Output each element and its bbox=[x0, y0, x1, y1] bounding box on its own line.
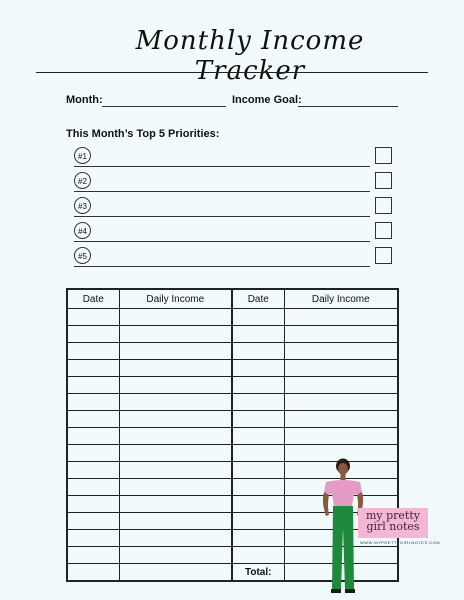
month-label: Month: bbox=[66, 94, 103, 106]
date-cell[interactable] bbox=[232, 428, 284, 445]
priority-line-3[interactable] bbox=[74, 216, 370, 217]
income-goal-label: Income Goal: bbox=[232, 94, 302, 106]
priority-number-1: #1 bbox=[74, 147, 91, 164]
daily-income-cell[interactable] bbox=[284, 360, 398, 377]
date-cell[interactable] bbox=[67, 360, 119, 377]
daily-income-cell[interactable] bbox=[119, 462, 232, 479]
date-cell[interactable] bbox=[67, 530, 119, 547]
total-label: Total: bbox=[232, 564, 284, 582]
date-cell[interactable] bbox=[232, 496, 284, 513]
daily-income-cell[interactable] bbox=[119, 309, 232, 326]
daily-income-cell[interactable] bbox=[119, 479, 232, 496]
brand-url: WWW.MYPRETTYGIRLNOTES.COM bbox=[360, 540, 441, 545]
brand-logo: my pretty girl notes bbox=[358, 508, 428, 538]
figure-shoe-left bbox=[331, 589, 341, 593]
date-cell[interactable] bbox=[232, 360, 284, 377]
figure-shoe-right bbox=[345, 589, 355, 593]
priority-line-1[interactable] bbox=[74, 166, 370, 167]
priority-checkbox-3[interactable] bbox=[375, 197, 392, 214]
header-date-left: Date bbox=[67, 289, 119, 309]
title-divider bbox=[36, 72, 428, 73]
daily-income-cell[interactable] bbox=[284, 309, 398, 326]
header-date-right: Date bbox=[232, 289, 284, 309]
priority-row-1 bbox=[74, 145, 392, 167]
table-row bbox=[67, 309, 398, 326]
date-cell[interactable] bbox=[67, 343, 119, 360]
figure-arm-left bbox=[323, 492, 329, 516]
daily-income-cell[interactable] bbox=[284, 343, 398, 360]
priority-checkbox-2[interactable] bbox=[375, 172, 392, 189]
figure-pink-top bbox=[324, 480, 362, 506]
priority-number-2: #2 bbox=[74, 172, 91, 189]
table-header-row bbox=[67, 289, 398, 309]
priority-number-4: #4 bbox=[74, 222, 91, 239]
figure-head bbox=[338, 463, 348, 475]
table-row bbox=[67, 428, 398, 445]
date-cell[interactable] bbox=[232, 479, 284, 496]
date-cell[interactable] bbox=[232, 377, 284, 394]
table-row bbox=[67, 394, 398, 411]
daily-income-cell[interactable] bbox=[284, 326, 398, 343]
date-cell[interactable] bbox=[67, 411, 119, 428]
priority-row-3 bbox=[74, 195, 392, 217]
daily-income-cell[interactable] bbox=[284, 411, 398, 428]
daily-income-cell[interactable] bbox=[119, 360, 232, 377]
priorities-heading: This Month’s Top 5 Priorities: bbox=[66, 128, 220, 140]
priority-checkbox-4[interactable] bbox=[375, 222, 392, 239]
daily-income-cell[interactable] bbox=[119, 547, 232, 564]
date-cell[interactable] bbox=[232, 513, 284, 530]
priority-row-2 bbox=[74, 170, 392, 192]
priority-row-5 bbox=[74, 245, 392, 267]
figure-green-pants bbox=[332, 506, 354, 590]
daily-income-cell[interactable] bbox=[119, 377, 232, 394]
daily-income-cell[interactable] bbox=[119, 411, 232, 428]
date-cell[interactable] bbox=[67, 547, 119, 564]
daily-income-cell[interactable] bbox=[119, 530, 232, 547]
daily-income-cell[interactable] bbox=[119, 496, 232, 513]
date-cell[interactable] bbox=[67, 513, 119, 530]
date-cell[interactable] bbox=[67, 445, 119, 462]
date-cell[interactable] bbox=[67, 377, 119, 394]
date-cell[interactable] bbox=[232, 343, 284, 360]
date-cell[interactable] bbox=[232, 445, 284, 462]
date-cell[interactable] bbox=[67, 462, 119, 479]
date-cell[interactable] bbox=[232, 547, 284, 564]
daily-income-cell[interactable] bbox=[284, 394, 398, 411]
table-row bbox=[67, 343, 398, 360]
priority-row-4 bbox=[74, 220, 392, 242]
daily-income-cell[interactable] bbox=[119, 445, 232, 462]
date-cell[interactable] bbox=[67, 326, 119, 343]
priority-checkbox-5[interactable] bbox=[375, 247, 392, 264]
date-cell[interactable] bbox=[232, 309, 284, 326]
daily-income-cell[interactable] bbox=[119, 428, 232, 445]
priority-line-5[interactable] bbox=[74, 266, 370, 267]
daily-income-cell[interactable] bbox=[119, 513, 232, 530]
priority-line-4[interactable] bbox=[74, 241, 370, 242]
date-cell[interactable] bbox=[232, 530, 284, 547]
priority-checkbox-1[interactable] bbox=[375, 147, 392, 164]
figure-neck bbox=[341, 474, 346, 480]
table-row bbox=[67, 377, 398, 394]
daily-income-cell[interactable] bbox=[119, 394, 232, 411]
income-goal-input-line[interactable] bbox=[298, 106, 398, 107]
priority-number-3: #3 bbox=[74, 197, 91, 214]
page-title: Monthly Income Tracker bbox=[135, 26, 365, 86]
date-cell[interactable] bbox=[67, 428, 119, 445]
daily-income-cell[interactable] bbox=[119, 326, 232, 343]
date-cell[interactable] bbox=[67, 394, 119, 411]
table-row bbox=[67, 360, 398, 377]
date-cell[interactable] bbox=[67, 479, 119, 496]
date-cell[interactable] bbox=[67, 564, 119, 582]
table-row bbox=[67, 411, 398, 428]
priority-number-5: #5 bbox=[74, 247, 91, 264]
daily-income-cell[interactable] bbox=[284, 377, 398, 394]
date-cell[interactable] bbox=[232, 411, 284, 428]
date-cell[interactable] bbox=[232, 462, 284, 479]
date-cell[interactable] bbox=[67, 309, 119, 326]
date-cell[interactable] bbox=[232, 326, 284, 343]
header-daily-income-left: Daily Income bbox=[119, 289, 232, 309]
header-daily-income-right: Daily Income bbox=[284, 289, 398, 309]
daily-income-cell[interactable] bbox=[119, 564, 232, 582]
priority-line-2[interactable] bbox=[74, 191, 370, 192]
month-input-line[interactable] bbox=[102, 106, 226, 107]
daily-income-cell[interactable] bbox=[284, 428, 398, 445]
date-cell[interactable] bbox=[67, 496, 119, 513]
daily-income-cell[interactable] bbox=[119, 343, 232, 360]
date-cell[interactable] bbox=[232, 394, 284, 411]
table-row bbox=[67, 326, 398, 343]
